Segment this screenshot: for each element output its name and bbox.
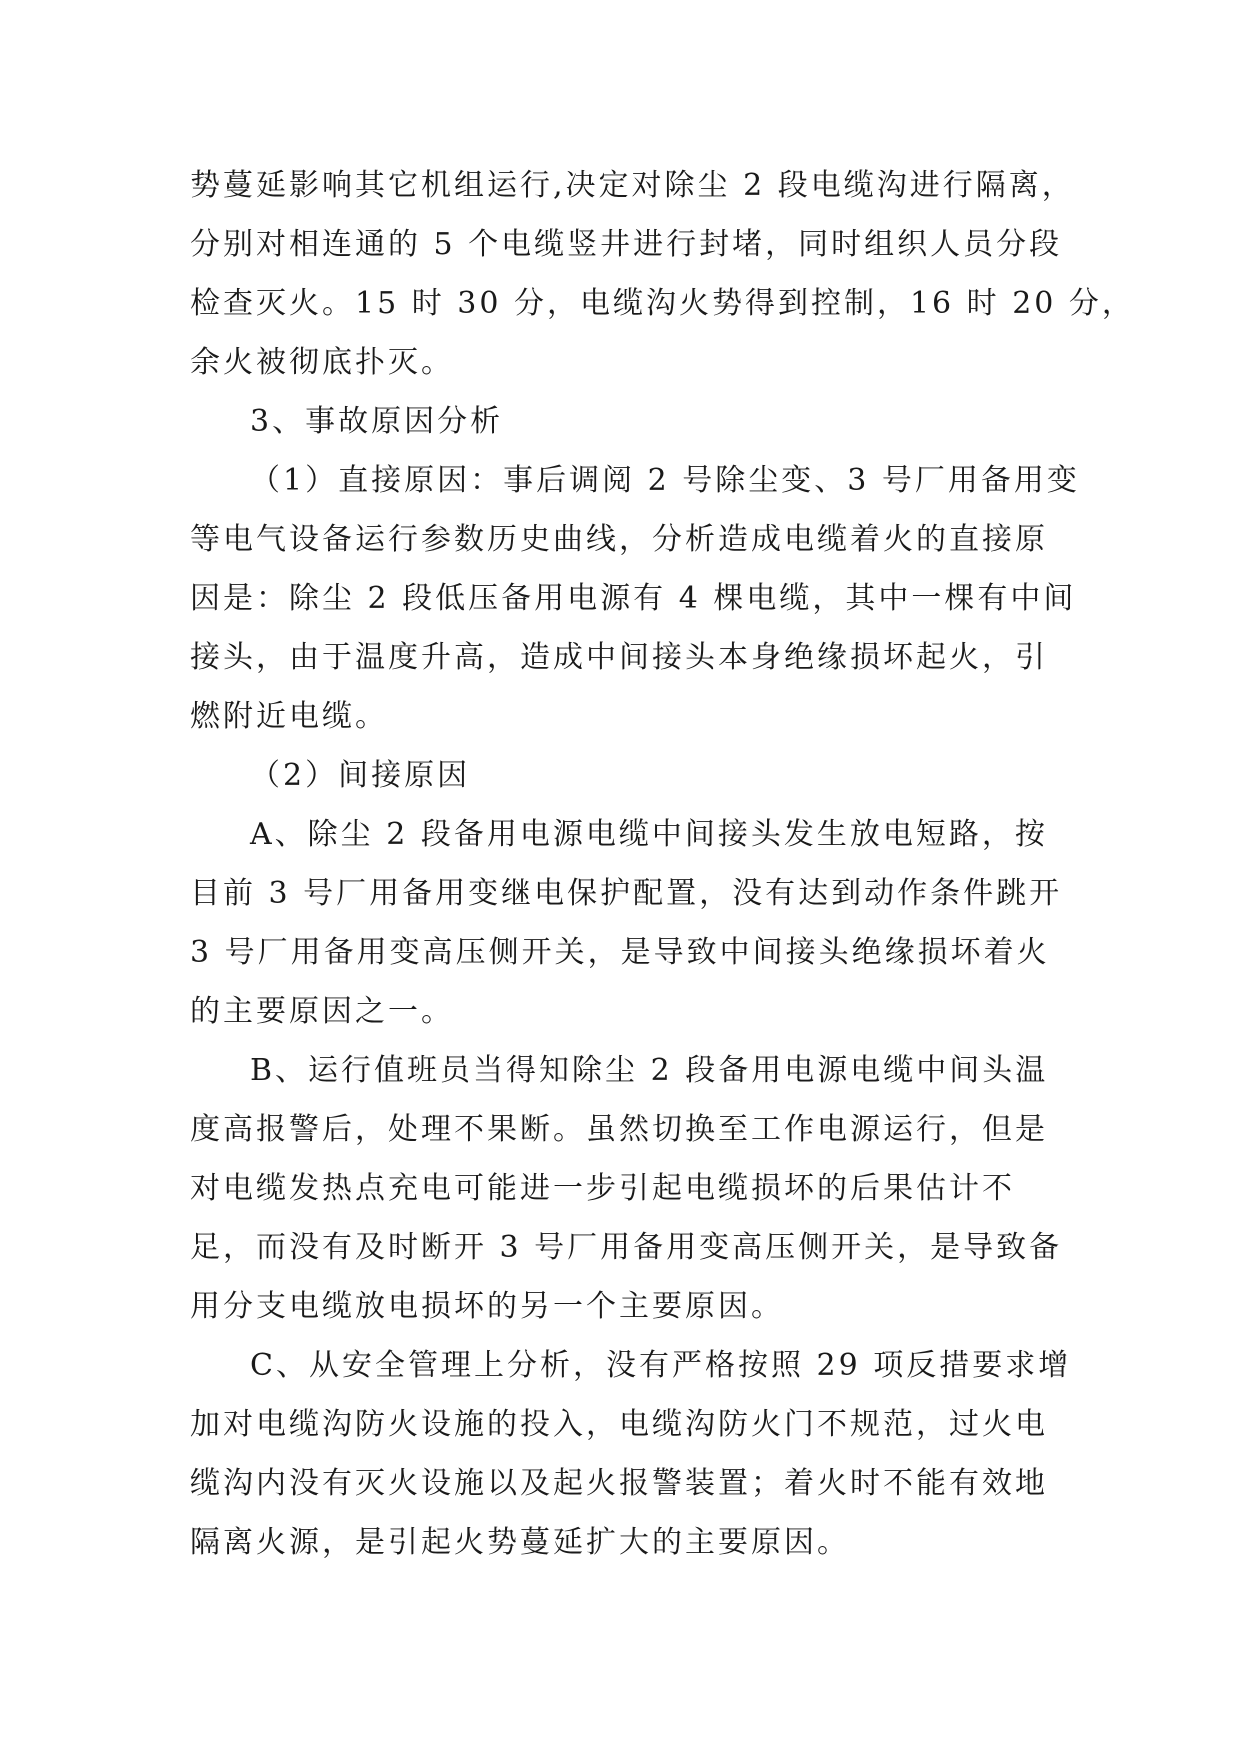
text-line: 加对电缆沟防火设施的投入，电缆沟防火门不规范，过火电 xyxy=(190,1407,1048,1442)
text-line: B、运行值班员当得知除尘 2 段备用电源电缆中间头温 xyxy=(250,1053,1049,1088)
subsection-heading: （2）间接原因 xyxy=(250,758,471,793)
text-line: 隔离火源，是引起火势蔓延扩大的主要原因。 xyxy=(190,1525,850,1560)
text-line: 势蔓延影响其它机组运行,决定对除尘 2 段电缆沟进行隔离， xyxy=(190,168,1075,203)
text-line: A、除尘 2 段备用电源电缆中间接头发生放电短路，按 xyxy=(250,817,1048,852)
text-line: C、从安全管理上分析，没有严格按照 29 项反措要求增 xyxy=(250,1348,1072,1383)
text-line: 余火被彻底扑灭。 xyxy=(190,345,454,380)
text-line: 分别对相连通的 5 个电缆竖井进行封堵，同时组织人员分段 xyxy=(190,227,1063,262)
text-line: （1）直接原因：事后调阅 2 号除尘变、3 号厂用备用变 xyxy=(250,463,1080,498)
text-line: 目前 3 号厂用备用变继电保护配置，没有达到动作条件跳开 xyxy=(190,876,1063,911)
text-line: 因是：除尘 2 段低压备用电源有 4 棵电缆，其中一棵有中间 xyxy=(190,581,1077,616)
section-heading: 3、事故原因分析 xyxy=(250,404,504,439)
text-line: 度高报警后，处理不果断。虽然切换至工作电源运行，但是 xyxy=(190,1112,1048,1147)
text-line: 检查灭火。15 时 30 分，电缆沟火势得到控制，16 时 20 分， xyxy=(190,286,1135,321)
text-line: 接头，由于温度升高，造成中间接头本身绝缘损坏起火，引 xyxy=(190,640,1048,675)
text-line: 足，而没有及时断开 3 号厂用备用变高压侧开关，是导致备 xyxy=(190,1230,1063,1265)
text-line: 缆沟内没有灭火设施以及起火报警装置；着火时不能有效地 xyxy=(190,1466,1048,1501)
text-line: 的主要原因之一。 xyxy=(190,994,454,1029)
text-line: 燃附近电缆。 xyxy=(190,699,388,734)
text-line: 对电缆发热点充电可能进一步引起电缆损坏的后果估计不 xyxy=(190,1171,1015,1206)
text-line: 用分支电缆放电损坏的另一个主要原因。 xyxy=(190,1289,784,1324)
text-line: 3 号厂用备用变高压侧开关，是导致中间接头绝缘损坏着火 xyxy=(190,935,1050,970)
text-line: 等电气设备运行参数历史曲线，分析造成电缆着火的直接原 xyxy=(190,522,1048,557)
